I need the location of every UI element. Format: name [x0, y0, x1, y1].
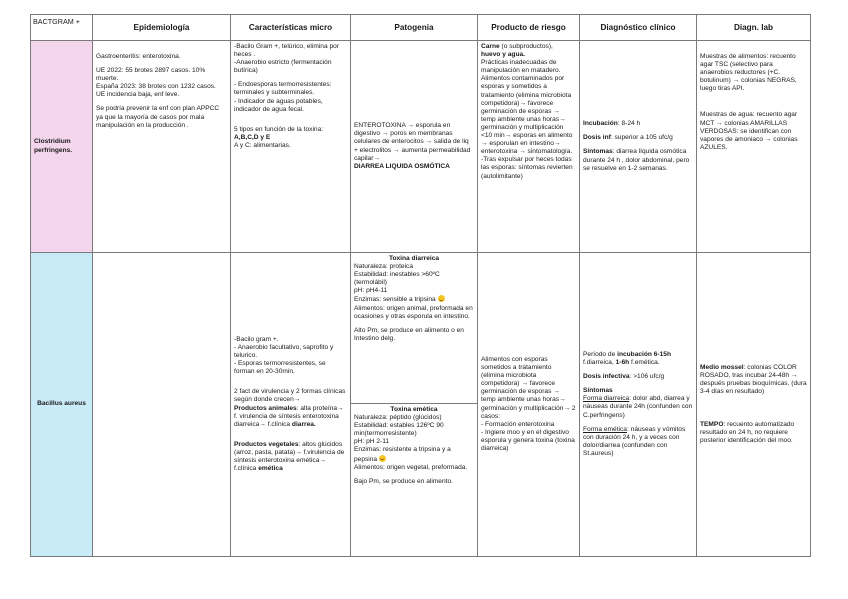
clostridium-epidemiologia — [93, 41, 231, 253]
toxina-emetica — [351, 404, 477, 488]
clinico-dosis — [583, 373, 693, 381]
sint-label: Síntomas — [583, 148, 613, 156]
vegetales-label: Productos vegetales — [234, 440, 299, 448]
inc-label: Incubación — [583, 120, 618, 128]
emetica-line: Bajo Pm, se produce en alimento. — [354, 477, 453, 485]
mossel-label: Medio mossel — [700, 364, 744, 372]
bacillus-patogenia — [351, 253, 478, 557]
diarrea-line: Estabilidad: inestables >60ºC (termolábil) — [354, 271, 440, 287]
header-bactgram: BACTGRAM + — [31, 15, 93, 41]
emetica-text: : náuseas y vómitos con duración 24 h, y a veces con dolor/diarrea (confunden con St.aureus) — [583, 425, 686, 457]
micro-toxin-text: 5 tipos en función de la toxina: — [234, 125, 324, 133]
smiley-icon — [438, 295, 445, 302]
clinico-incubacion — [583, 120, 693, 128]
inc-end: f.emética. — [631, 359, 660, 367]
producto-text: - Ingiere moo y en el digestivo esporula y genera toxina (toxina diarreica) — [481, 428, 575, 452]
micro-line: -Bacilo gram +. — [234, 335, 279, 343]
animales-label: Productos animales — [234, 404, 297, 412]
header-patogenia: Patogenia — [351, 15, 478, 41]
diarrea-line: Alimentos: origen animal, preformada en ocasiones y otras esporula en intestino. — [354, 304, 473, 320]
producto-text: -Tras expulsar por heces todas las esporas: síntomas revierten (autolimitante) — [481, 156, 573, 180]
bacillus-producto — [478, 253, 580, 557]
clinico-forma-diarreica — [583, 395, 693, 419]
micro-line: - Esporas termorresistentes, se forman en 20-30min. — [234, 360, 326, 376]
clostridium-name: Clostridium perfringens. — [31, 41, 93, 253]
epi-line: UE incidencia baja, enf leve. — [96, 91, 180, 99]
clostridium-lab — [697, 41, 811, 253]
dosis-label: Dosis infectiva — [583, 373, 630, 381]
bacillus-epidemiologia — [93, 253, 231, 557]
micro-line: - Endoesporas termorresistentes: terminales y subterminales. — [234, 81, 332, 97]
clostridium-clinico — [580, 41, 697, 253]
diarrea-line: Naturaleza: proteica — [354, 263, 414, 271]
row-clostridium — [31, 41, 811, 253]
producto-carne: Carne — [481, 43, 500, 50]
lab-mossel — [700, 364, 807, 396]
micro-vegetales — [234, 441, 347, 473]
clostridium-patogenia — [351, 41, 478, 253]
diarrea-line: pH: pH4-11 — [354, 287, 388, 295]
clostridium-producto — [478, 41, 580, 253]
micro-toxin-types: A,B,C,D y E — [234, 133, 271, 141]
toxina-emetica-title: Toxina emética — [390, 406, 438, 413]
epi-line: Se podría prevenir la enf con plan APPCC ya que la mayoría de casos por mala manipulación en la producción . — [96, 105, 220, 129]
emetica-label: Forma emética — [583, 425, 627, 433]
emetica-line: Estabilidad: estables 126ºC 90 min(termorresistente) — [354, 422, 444, 438]
bacillus-name: Bacillus aureus — [31, 253, 93, 557]
header-producto: Producto de riesgo — [478, 15, 580, 41]
epi-line: UE 2022: 55 brotes 2897 casos. 10% muerte. — [96, 67, 206, 83]
emetica-line: Alimentos: origen vegetal, preformada. — [354, 463, 468, 471]
epi-line: España 2023: 38 brotes con 1232 casos. — [96, 83, 216, 91]
animales-text: : alta proteína→ f. virulencia de síntesis enterotoxina diarreica→ f.clínica — [234, 404, 344, 428]
animales-end: diarrea. — [291, 420, 316, 428]
diarrea-text: : dolor abd, diarrea y náuseas durante 24h (confunden con C.perfringens) — [583, 395, 693, 419]
clinico-incubacion — [583, 351, 693, 367]
patogenia-text: ENTEROTOXINA → esporula en digestivo → poros en membranas celulares de enterocitos → salida de liq + electrolitos → aumenta permeabilidad capilar→ — [354, 122, 471, 162]
inc-bold: incubación 6-15h — [617, 350, 671, 358]
micro-line: - Indicador de aguas potables, indicador de agua fecal. — [234, 97, 323, 113]
epi-line: Gastroenteritis: enterotoxina. — [96, 53, 181, 60]
toxina-diarreica-title: Toxina diarreica — [388, 255, 440, 262]
inc-value: : 8-24 h — [617, 120, 641, 128]
sint-value: : diarrea líquida osmótica durante 24 h , dolor abdominal, pero se resuelve en 1-2 semanas. — [583, 148, 690, 172]
emetica-line: pH: pH 2-11 — [354, 438, 390, 446]
micro-fact: 2 fact de virulencia y 2 formas clínicas según donde crecen→ — [234, 388, 346, 404]
smiley-icon — [379, 455, 386, 462]
clostridium-micro — [231, 41, 351, 253]
micro-animales — [234, 405, 347, 429]
producto-text: - Formación enterotoxina — [481, 420, 555, 428]
toxina-diarreica — [351, 253, 477, 404]
lab-tempo — [700, 421, 807, 445]
patogenia-result: DIARREA LIQUIDA OSMÓTICA — [354, 162, 450, 170]
emetica-enzimas: Enzimas: resistente a tripsina y a pepsina — [354, 446, 451, 463]
vegetales-text: : altos glúcidos (arroz, pasta, patata)→ f.virulencia de síntesis enterotoxina emética→ f.clínica — [234, 440, 345, 473]
inc-pre: Período de — [583, 350, 616, 358]
producto-text: Prácticas inadecuadas de manipulación en matadero. Alimentos contaminados por esporas y sometidos a tratamiento (elimina microbiota competidora)→ favorece germinación de esporas → temp ambiente unas horas→ germinación y multiplicación <10 min→ esporas en alimento → esporulan en intestino→ enterotoxina → sintomatología. — [481, 59, 573, 156]
diarrea-label: Forma diarreica — [583, 395, 630, 403]
clinico-forma-emetica — [583, 426, 693, 458]
dosis-label: Dosis inf — [583, 134, 611, 142]
clinico-sintomas — [583, 148, 693, 172]
diarrea-line: Alto Pm, se produce en alimento o en Intestino delg. — [354, 326, 464, 342]
bacteria-table — [30, 14, 811, 557]
producto-line — [481, 43, 576, 51]
micro-line: -Bacilo Gram +, telúrico, elimina por heces . — [234, 43, 339, 59]
micro-line — [234, 126, 347, 142]
producto-text: Alimentos con esporas sometidos a tratamiento (elimina microbiota competidora) → favorece germinación de esporas → temp ambiente unas horas→ germinación y multiplicación→ 2 casos: — [481, 355, 576, 420]
bacillus-lab — [697, 253, 811, 557]
clinico-dosis — [583, 134, 693, 142]
lab-agua: Muestras de agua: recuento agar MCT → colonias AMARILLAS VERDOSAS: se identifican con vapores de amoniaco → colonias AZULES. — [700, 111, 798, 151]
lab-alimentos: Muestras de alimentos: recuento agar TSC (selectivo para anaerobios reductores (+C. botulinum) → colonias NEGRAS, luego tiras API. — [700, 53, 797, 93]
diarrea-enzimas: Enzimas: sensible a tripsina — [354, 296, 436, 304]
header-epidemiologia: Epidemiología — [93, 15, 231, 41]
dosis-value: : >106 ufc/g — [629, 373, 665, 381]
inc-mid: f.diarreica, — [583, 359, 614, 367]
tempo-text: : recuento automatizado resultado en 24 h, no requiere posterior identificación del moo. — [700, 420, 795, 444]
micro-line: -Anaerobio estricto (fermentación butírica) — [234, 59, 332, 75]
inc-bold2: 1-6h — [615, 359, 630, 367]
dosis-value: : superior a 105 ufc/g — [610, 134, 673, 142]
clinico-sintomas-label: Síntomas — [583, 387, 613, 395]
producto-sub: (o subproductos), — [499, 43, 553, 50]
producto-huevo: huevo y agua. — [481, 51, 525, 59]
tempo-label: TEMPO — [700, 420, 724, 428]
row-bacillus — [31, 253, 811, 557]
diarrea-line — [354, 295, 474, 304]
bacillus-clinico — [580, 253, 697, 557]
header-caracteristicas: Características micro — [231, 15, 351, 41]
micro-line: - Anaerobio facultativo, saprofito y telurico. — [234, 343, 334, 360]
header-diagnostico-lab: Diagn. lab — [697, 15, 811, 41]
header-row — [31, 15, 811, 41]
micro-line: A y C: alimentarias. — [234, 141, 291, 149]
emetica-line — [354, 446, 474, 463]
header-diagnostico-clinico: Diagnóstico clínico — [580, 15, 697, 41]
vegetales-end: emética — [258, 465, 283, 473]
bacillus-micro — [231, 253, 351, 557]
mossel-text: : colonias COLOR ROSADO, tras incubar 24-48h → después pruebas bioquímicas. (dura 3-4 días en resultado) — [700, 364, 807, 396]
emetica-line: Naturaleza: péptido (glúcidos) — [354, 414, 442, 422]
